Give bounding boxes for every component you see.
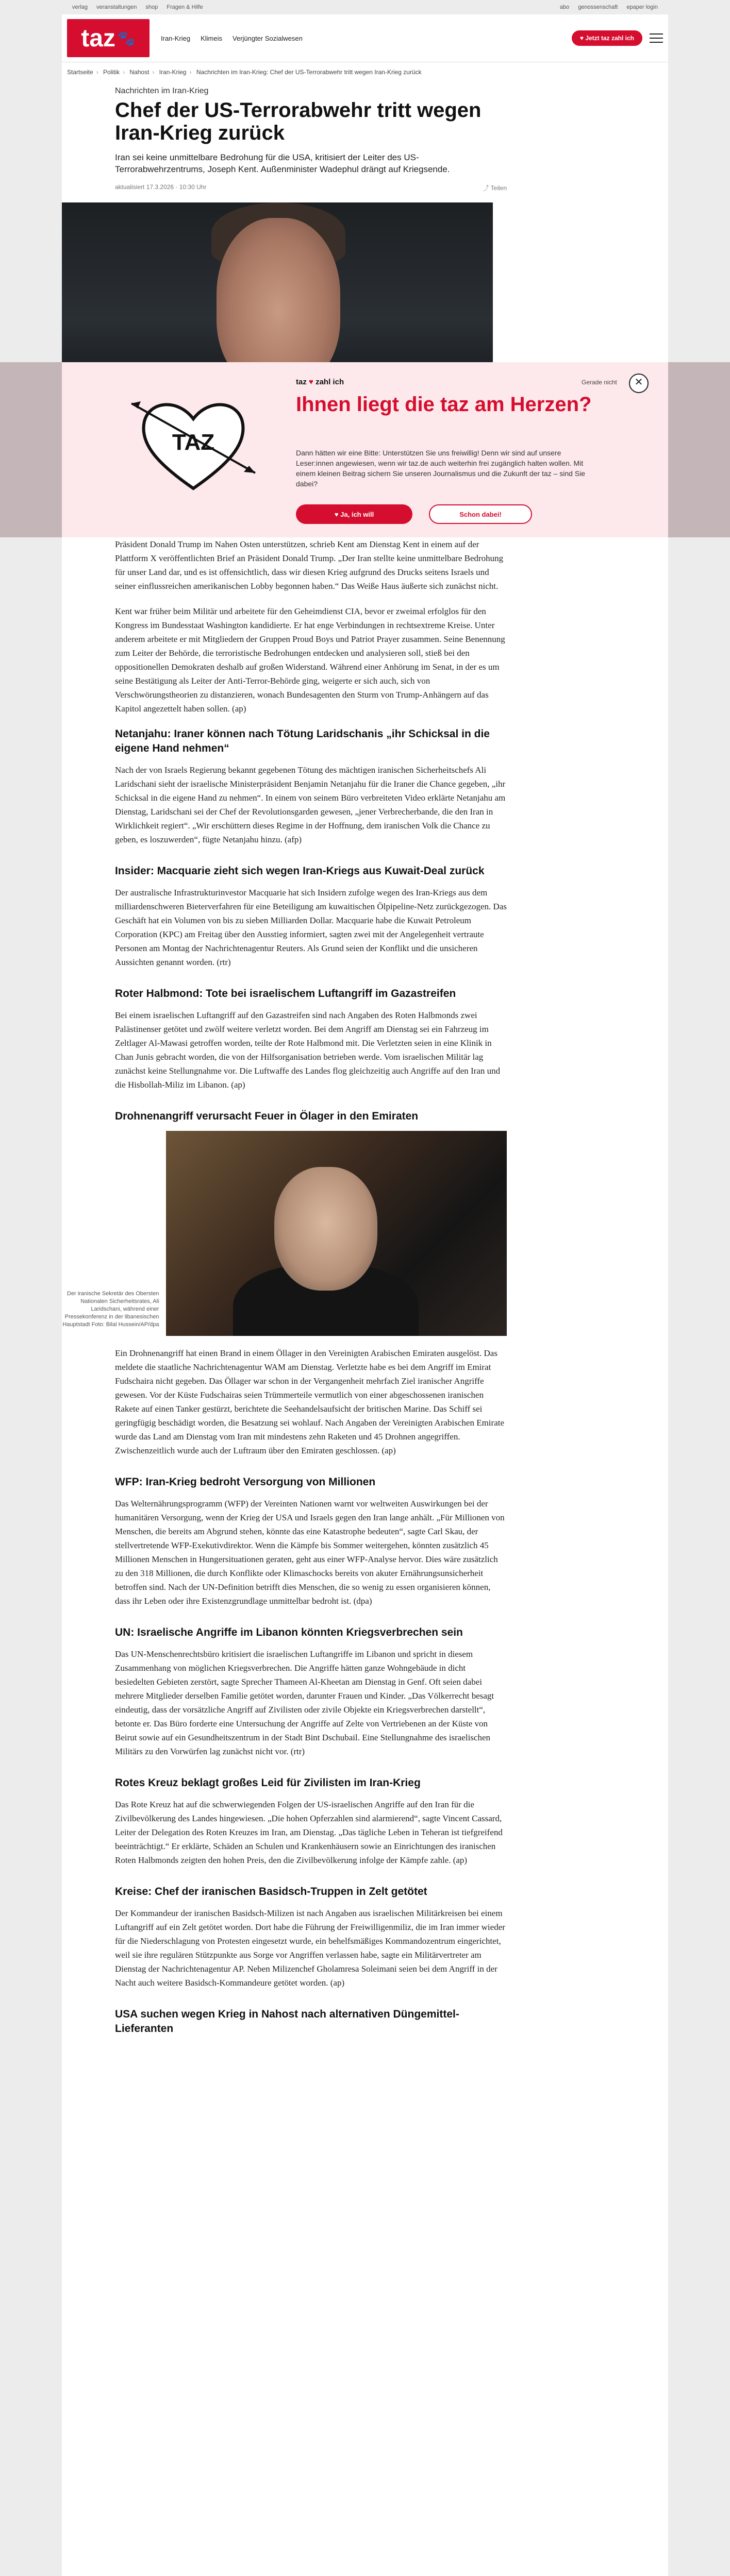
- news-heading: Netanjahu: Iraner können nach Tötung Laridschanis „ihr Schicksal in die eigene Hand nehmen“: [115, 728, 490, 754]
- modal-text: Dann hätten wir eine Bitte: Unterstützen Sie uns freiwillig! Denn wir sind auf unsere Leser:innen angewiesen, wenn wir taz.de auch weiterhin frei zugänglich halten wollen. Mit einem kleinen Beitrag sichern Sie unseren Journalismus und die Zukunft der taz – sind Sie dabei?: [296, 449, 586, 488]
- not-now-link[interactable]: Gerade nicht: [582, 379, 617, 386]
- nav-item-klimeis[interactable]: Klimeis: [201, 34, 222, 42]
- nav-item-iran-krieg[interactable]: Iran-Krieg: [161, 34, 191, 42]
- news-text: Das Welternährungsprogramm (WFP) der Vereinten Nationen warnt vor weltweiten Auswirkungen bei der humanitären Versorgung, wenn der Krieg der USA und Israels gegen den Iran lange anhält. „Für Millionen von Menschen, die bereits am Abgrund stehen, könnte das eine Katastrophe bedeuten“, sagte Carl Skau, der stellvertretende WFP-Exekutivdirektor. Wenn die Kämpfe bis Sommer weitergehen, könnten zusätzlich 45 Millionen Menschen in Hungersituationen geraten, geht aus einer WFP-Analyse hervor. Dies wäre zusätzlich zu den 318 Millionen, die durch Konflikte oder Klimaschocks bereits von akuter Ernährungsunsicherheit betroffen sind. Nach der UN-Definition betrifft dies Menschen, die so wenig zu essen organisieren können, dass ihr Leben oder ihre Existenzgrundlage unmittelbar bedroht ist. (dpa): [115, 1499, 505, 1606]
- breadcrumb-current: Nachrichten im Iran-Krieg: Chef der US-Terrorabwehr tritt wegen Iran-Krieg zurück: [196, 69, 422, 76]
- close-icon[interactable]: ✕: [629, 374, 649, 393]
- site-header: [62, 14, 668, 62]
- news-heading: Rotes Kreuz beklagt großes Leid für Zivilisten im Iran-Krieg: [115, 1777, 421, 1789]
- topbar-link-veranstaltungen[interactable]: veranstaltungen: [96, 4, 137, 10]
- topbar-link-abo[interactable]: abo: [559, 4, 570, 10]
- modal-brand: taz ♥ zahl ich: [296, 378, 344, 386]
- news-item: [115, 864, 507, 969]
- article-title: Chef der US-Terrorabwehr tritt wegen Iran-Krieg zurück: [115, 99, 482, 144]
- share-label: Teilen: [490, 184, 507, 192]
- modal-brand-zahlich: zahl ich: [316, 378, 344, 386]
- news-text: Das UN-Menschenrechtsbüro kritisiert die israelischen Luftangriffe im Libanon und spricht in diesem Zusammenhang von möglichen Kriegsverbrechen. Die Angriffe hätten ganze Wohngebäude in dicht besiedelten Gebieten zerstört, sagte Sprecher Thameen Al-Kheetan am Dienstag in Genf. Oft seien dabei mehrere Mitglieder derselben Familie getötet worden, darunter Frauen und Kinder. „Das Völkerrecht besagt eindeutig, dass der vorsätzliche Angriff auf Zivilisten oder zivile Objekte ein Kriegsverbrechen darstellt“, betonte er. Das Büro forderte eine Untersuchung der Angriffe auf Zelte von Vertriebenen an der Küste von Beirut sowie auf ein Gesundheitszentrum in der Stadt Bint Dschubail. Eine Stellungnahme des israelischen Militärs zu den Vorwürfen lag zunächst nicht vor. (rtr): [115, 1649, 494, 1756]
- top-utility-bar: [0, 0, 730, 14]
- news-text: Der australische Infrastrukturinvestor Macquarie hat sich Insidern zufolge wegen des Iran-Kriegs aus dem milliardenschweren Bieterverfahren für eine Beteiligung am kuwaitischen Ölpipeline-Netz zurückgezogen. Das Geschäft hat ein Volumen von bis zu sieben Milliarden Dollar. Macquarie habe die Kuwait Petroleum Corporation (KPC) am Freitag über den Ausstieg informiert, sagten zwei mit der Angelegenheit vertraute Personen am Montag der Nachrichtenagentur Reuters. Als Grund seien der Konflikt und die unsicheren Aussichten genannt worden. (rtr): [115, 888, 507, 967]
- taz-zahl-ich-button[interactable]: ♥ Jetzt taz zahl ich: [572, 30, 642, 46]
- intro-paragraph: Präsident Donald Trump im Nahen Osten unterstützen, schrieb Kent am Dienstag Kent in einem auf der Plattform X veröffentlichten Brief an Präsident Donald Trump. „Der Iran stellte keine unmittelbare Bedrohung für unser Land dar, und es ist offensichtlich, dass wir diesen Krieg aufgrund des Drucks seitens Israels und seiner einflussreichen amerikanischen Lobby begonnen haben.“ Das Weiße Haus äußerte sich zunächst nicht.: [115, 539, 504, 591]
- modal-title: Ihnen liegt die taz am Herzen?: [296, 393, 592, 416]
- article-body: [62, 537, 507, 2054]
- news-heading: Roter Halbmond: Tote bei israelischem Luftangriff im Gazastreifen: [115, 988, 456, 999]
- news-heading: USA suchen wegen Krieg in Nahost nach alternativen Düngemittel-Lieferanten: [115, 2008, 459, 2035]
- news-text: Das Rote Kreuz hat auf die schwerwiegenden Folgen der US-israelischen Angriffe auf den Iran für die Zivilbevölkerung des Landes hingewiesen. „Die hohen Opferzahlen sind alarmierend“, sagte Vincent Cassard, Leiter der Delegation des Roten Kreuzes im Iran, am Dienstag. „Das tägliche Leben in Teheran ist tiefgreifend beeinträchtigt.“ Er erklärte, Schäden an Schulen und Krankenhäusern sowie an Einrichtungen des iranischen Roten Halbmonds zeigten den hohen Preis, den die Zivilbevölkerung infolge der Kämpfe zahle. (ap): [115, 1800, 503, 1865]
- article-meta: [115, 183, 507, 192]
- news-item: [115, 2007, 507, 2036]
- inline-figure: [62, 1131, 507, 1336]
- news-text: Der Kommandeur der iranischen Basidsch-Milizen ist nach Angaben aus israelischen Militärkreisen bei einem Luftangriff auf ein Zelt getötet worden. Dort habe die Führung der Freiwilligenmiliz, die im Iran immer wieder für die Niederschlagung von Protesten eingesetzt wurde, ein behelfsmäßiges Kommandozentrum eingerichtet, weil sie ihre regulären Stützpunkte aus Sorge vor Angriffen verlassen habe, sagte ein Militärvertreter am Dienstag der Nachrichtenagentur AP. Neben Milizenchef Gholamresa Soleimani seien bei dem Angriff in der Nacht auch weitere Basidsch-Kommandeure getötet worden. (ap): [115, 1908, 505, 1988]
- news-heading: UN: Israelische Angriffe im Libanon könnten Kriegsverbrechen sein: [115, 1626, 463, 1638]
- news-item: [115, 1885, 507, 1990]
- paragraph-2: Kent war früher beim Militär und arbeitete für den Geheimdienst CIA, bevor er zweimal erfolglos für den Kongress im Bundesstaat Washington kandidierte. Er hat enge Verbindungen in rechtsextreme Kreise. Unter anderem arbeitete er mit Mitgliedern der Gruppen Proud Boys und Patriot Prayer zusammen. Seine Benennung zum Leiter der Behörde, die terroristische Bedrohungen entdecken und analysieren soll, stieß bei den oppositionellen Demokraten deshalb auf großen Widerstand. Während einer Anhörung im Senat, in der es um seine Bestätigung als Leiter der Anti-Terror-Behörde ging, weigerte er sich auch, sich von Verschwörungstheorien zu distanzieren, wonach Bundesagenten den Sturm von Trump-Anhängern auf das Kapitol angezettelt haben sollen. (ap): [115, 606, 505, 714]
- laridschani-photo[interactable]: [166, 1131, 507, 1336]
- yes-i-will-button[interactable]: ♥ Ja, ich will: [296, 504, 412, 524]
- topbar-link-genossenschaft[interactable]: genossenschaft: [578, 4, 618, 10]
- heart-arrow-illustration: [129, 383, 258, 501]
- main-nav: [161, 35, 313, 42]
- breadcrumb-iran-krieg[interactable]: Iran-Krieg: [159, 69, 187, 76]
- logo-text: taz: [81, 24, 115, 52]
- news-item: [115, 1776, 507, 1867]
- article: [115, 87, 507, 398]
- news-item: [62, 1109, 507, 1458]
- news-heading: Kreise: Chef der iranischen Basidsch-Truppen in Zelt getötet: [115, 1886, 427, 1897]
- hamburger-menu-icon[interactable]: [650, 33, 663, 43]
- topbar-link-verlag[interactable]: verlag: [72, 4, 88, 10]
- news-text: Bei einem israelischen Luftangriff auf den Gazastreifen sind nach Angaben des Roten Halbmonds zwei Palästinenser getötet und zwölf weitere verletzt worden. Bei dem Angriff am Dienstag sei ein Fahrzeug im Zeltlager Al-Mawasi getroffen worden, teilte der Rote Halbmond mit. Die Verletzten seien in eine Klinik in Chan Junis gebracht worden, die von der Hilfsorganisation betrieben werde. Vom israelischen Militär lag zunächst keine Stellungnahme vor. Die Luftwaffe des Landes flog gleichzeitig auch Angriffe auf den Iran und die Hisbollah-Miliz im Libanon. (ap): [115, 1010, 501, 1090]
- news-text: Ein Drohnenangriff hat einen Brand in einem Öllager in den Vereinigten Arabischen Emiraten ausgelöst. Das meldete die staatliche Nachrichtenagentur WAM am Dienstag. Verletzte habe es bei dem Angriff im Emirat Fudschaira nicht gegeben. Das Öllager war schon in der Vergangenheit mehrfach Ziel iranischer Angriffe gewesen. Vor der Küste Fudschairas seien Trümmerteile vermutlich von einer abgeschossenen iranischen Rakete auf einen Tanker gestürzt, berichtete die Seehandelsaufsicht der britischen Marine. Das Schiff sei geringfügig beschädigt worden, die Besatzung sei wohlauf. Nach Angaben der Vereinigten Arabischen Emirate wurde das Land am Dienstag vom Iran mit mindestens zehn Raketen und 45 Drohnen angegriffen. Zwischenzeitlich wurde auch der Luftraum über den Emiraten geschlossen. (ap): [115, 1348, 505, 1455]
- already-in-button[interactable]: Schon dabei!: [429, 504, 532, 524]
- article-teaser: Iran sei keine unmittelbare Bedrohung für die USA, kritisiert der Leiter des US-Terrorabwehrzentrums, Joseph Kent. Außenminister Wadephul drängt auf Kriegsende.: [115, 152, 450, 174]
- paw-icon: 🐾: [117, 30, 136, 46]
- news-heading: Drohnenangriff verursacht Feuer in Ölager in den Emiraten: [115, 1110, 419, 1122]
- news-item: [115, 727, 507, 846]
- breadcrumb: Startseite › Politik › Nahost › Iran-Krieg › Nachrichten im Iran-Krieg: Chef der US-Terrorabwehr tritt wegen Iran-Krieg zurück: [67, 69, 422, 76]
- heart-word: TAZ: [172, 430, 215, 455]
- nav-item-sozialwesen[interactable]: Verjüngter Sozialwesen: [232, 34, 303, 42]
- news-item: [115, 987, 507, 1092]
- modal-brand-taz: taz: [296, 378, 307, 386]
- topbar-link-shop[interactable]: shop: [145, 4, 158, 10]
- news-heading: Insider: Macquarie zieht sich wegen Iran-Kriegs aus Kuwait-Deal zurück: [115, 865, 485, 877]
- taz-zahl-ich-label: Jetzt taz zahl ich: [585, 35, 634, 42]
- taz-logo[interactable]: [67, 19, 150, 57]
- share-button[interactable]: ⤴ Teilen: [483, 184, 507, 192]
- topbar-link-help[interactable]: Fragen & Hilfe: [167, 4, 203, 10]
- article-date: aktualisiert 17.3.2026 · 10:30 Uhr: [115, 183, 207, 191]
- breadcrumb-startseite[interactable]: Startseite: [67, 69, 93, 76]
- news-item: [115, 1625, 507, 1758]
- topbar-link-epaper[interactable]: epaper login: [626, 4, 658, 10]
- yes-label: Ja, ich will: [340, 510, 374, 518]
- photo-person-shape: [274, 1167, 377, 1291]
- news-item: [115, 1475, 507, 1608]
- image-caption: Der iranische Sekretär des Obersten Nationalen Sicherheitsrates, Ali Laridschani, während einer Pressekonferenz in der libanesischen Hauptstadt Foto: Bilal Hussein/AP/dpa: [62, 1291, 159, 1328]
- article-kicker: Nachrichten im Iran-Krieg: [115, 87, 209, 95]
- news-heading: WFP: Iran-Krieg bedroht Versorgung von Millionen: [115, 1476, 376, 1488]
- news-text: Nach der von Israels Regierung bekannt gegebenen Tötung des mächtigen iranischen Sicherheitschefs Ali Laridschani sieht der israelische Ministerpräsident Benjamin Netanjahu für die Iraner die Chance gegeben, „ihr Schicksal in die eigene Hand zu nehmen“. In einem von seinem Büro verbreiteten Video erklärte Netanjahu am Dienstag, Laridschani sei der Chef der Revolutionsgarden gewesen, „jener Verbrecherbande, die den Iran in Wirklichkeit regiert“. „Wir erschüttern dieses Regime in der Hoffnung, dem iranischen Volk die Chance zu geben, es loszuwerden“, fügte Netanjahu hinzu. (afp): [115, 765, 506, 844]
- breadcrumb-nahost[interactable]: Nahost: [129, 69, 150, 76]
- donation-modal: [62, 362, 668, 537]
- breadcrumb-politik[interactable]: Politik: [103, 69, 120, 76]
